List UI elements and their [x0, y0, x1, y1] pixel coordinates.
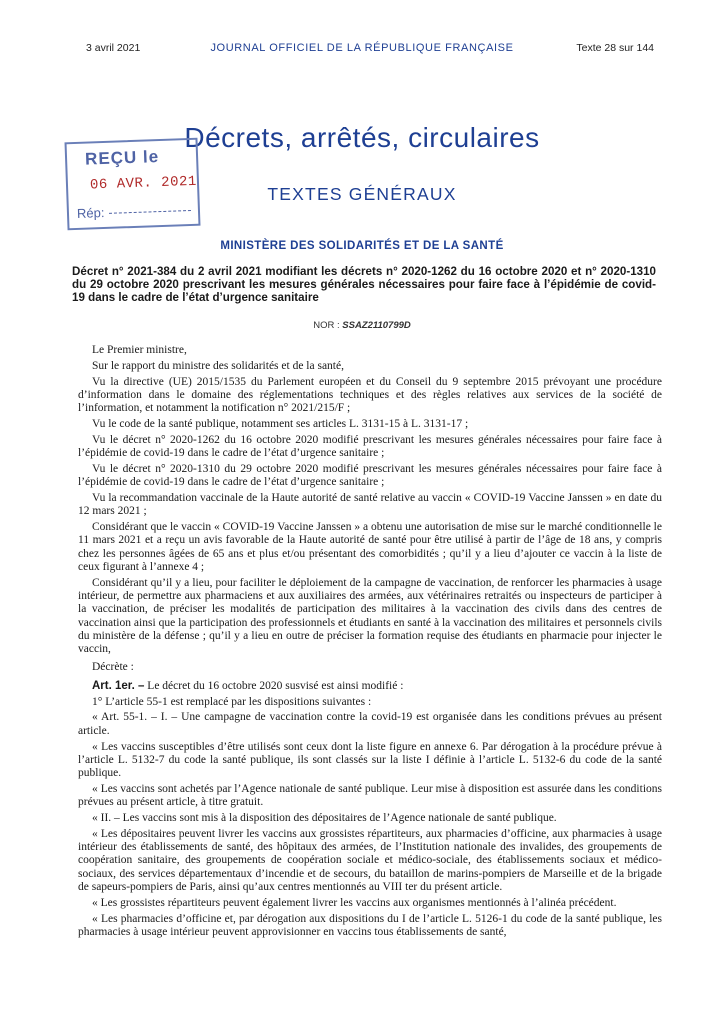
- nor-code: SSAZ2110799D: [342, 320, 411, 331]
- decrete-heading: Décrète :: [92, 660, 134, 673]
- paragraph: Vu la directive (UE) 2015/1535 du Parlement européen et du Conseil du 9 septembre 2015 prévoyant une procédure d’information dans le domaine des réglementations techniques et des règles relatives aux services de la société de l’information, et notamment la notification n° 2021/215/F ;: [78, 375, 662, 415]
- article-label: Art. 1er. –: [92, 679, 145, 692]
- nor-reference: [0, 320, 724, 331]
- stamp-rep-text: Rép:: [76, 205, 105, 221]
- article-text: Le décret du 16 octobre 2020 susvisé est ainsi modifié :: [144, 679, 404, 692]
- paragraph: Vu la recommandation vaccinale de la Haute autorité de santé relative au vaccin « COVID-19 Vaccine Janssen » en date du 12 mars 2021 ;: [78, 491, 662, 518]
- article-paragraph: « Les grossistes répartiteurs peuvent également livrer les vaccins aux organismes mentionnés à l’alinéa précédent.: [92, 896, 617, 909]
- nor-label: NOR :: [313, 320, 343, 331]
- article-paragraph: « II. – Les vaccins sont mis à la disposition des dépositaires de l’Agence nationale de santé publique.: [92, 812, 557, 824]
- article-paragraph: « Les vaccins sont achetés par l’Agence nationale de santé publique. Leur mise à disposition est assurée dans les conditions prévues au présent article, à titre gratuit.: [78, 782, 662, 809]
- article-paragraph: « Les pharmacies d’officine et, par dérogation aux dispositions du I de l’article L. 5126-1 du code de la santé publique, les pharmacies à usage intérieur peuvent approvisionner en vaccins tous établissements de santé,: [78, 912, 662, 938]
- decree-title: Décret n° 2021-384 du 2 avril 2021 modifiant les décrets n° 2020-1262 du 16 octobre 2020 et n° 2020-1310 du 29 octobre 2020 prescrivant les mesures générales nécessaires pour faire face à l’épidémie de covid-19 dans le cadre de l’état d’urgence sanitaire: [72, 265, 656, 305]
- paragraph: Considérant que le vaccin « COVID-19 Vaccine Janssen » a obtenu une autorisation de mise sur le marché conditionnelle le 11 mars 2021 et a reçu un avis favorable de la Haute autorité de santé pour être utilisé à partir de l’âge de 18 ans, y compris chez les personnes âgées de 65 ans et plus et/ou présentant des comorbidités ; qu’il y a lieu d’ajouter ce vaccin à la liste de ceux figurant à l’annexe 4 ;: [78, 521, 662, 573]
- paragraph: Vu le code de la santé publique, notamment ses articles L. 3131-15 à L. 3131-17 ;: [92, 417, 469, 430]
- paragraph: Vu le décret n° 2020-1262 du 16 octobre 2020 modifié prescrivant les mesures générales nécessaires pour faire face à l’épidémie de covid-19 dans le cadre de l’état d’urgence sanitaire ;: [78, 433, 662, 460]
- article-paragraph: « Les vaccins susceptibles d’être utilisés sont ceux dont la liste figure en annexe 6. Par dérogation à la procédure prévue à l’article L. 5132-7 du code la santé publique, ils sont classés sur la liste I définie à l’article L. 5132-6 du code de la santé publique.: [78, 740, 662, 780]
- header-date: 3 avril 2021: [86, 42, 141, 54]
- stamp-dashed-line: [109, 210, 191, 214]
- sub-title: TEXTES GÉNÉRAUX: [267, 184, 457, 204]
- paragraph: Vu le décret n° 2020-1310 du 29 octobre 2020 modifié prescrivant les mesures générales nécessaires pour faire face à l’épidémie de covid-19 dans le cadre de l’état d’urgence sanitaire ;: [78, 462, 662, 489]
- header-journal-title: JOURNAL OFFICIEL DE LA RÉPUBLIQUE FRANÇAISE: [210, 42, 514, 54]
- decree-body: [78, 344, 662, 942]
- stamp-recu-text: REÇU le: [84, 147, 160, 169]
- article-paragraph: 1° L’article 55-1 est remplacé par les dispositions suivantes :: [92, 695, 372, 708]
- paragraph: Considérant qu’il y a lieu, pour faciliter le déploiement de la campagne de vaccination, de renforcer les pharmacies à usage intérieur, de permettre aux pharmaciens et aux auxiliaires des armées, aux vétérinaires retraités ou inspecteurs de participer à la vaccination, de préciser les modalités de participation des militaires à la vaccination des civils dans des centres de vaccination ainsi que la participation des professionnels et étudiants en santé à la vaccination des militaires et personnels civils du ministère de la défense ; qu’il y a lieu en outre de préciser la formation requise des étudiants en pharmacie pour injecter le vaccin,: [78, 576, 662, 656]
- article-paragraph: « Art. 55-1. – I. – Une campagne de vaccination contre la covid-19 est organisée dans les conditions prévues au présent article.: [78, 711, 662, 737]
- article-heading: [78, 680, 662, 693]
- article-paragraph: « Les dépositaires peuvent livrer les vaccins aux grossistes répartiteurs, aux pharmacies d’officine, aux pharmacies à usage intérieur des établissements de santé, des hôpitaux des armées, de l’Institution nationale des invalides, des groupements de coopération sanitaire, des groupements de coopération sociale et médico-sociale, des établissements sociaux et médico-sociaux, des services départementaux d’incendie et de secours, du bataillon de marins-pompiers de Marseille et de la brigade de sapeurs-pompiers de Paris, ainsi qu’aux centres mentionnés au VIII ter du présent article.: [78, 827, 662, 893]
- ministry-heading: MINISTÈRE DES SOLIDARITÉS ET DE LA SANTÉ: [220, 240, 504, 252]
- section-title: Décrets, arrêtés, circulaires: [184, 122, 540, 153]
- paragraph: Le Premier ministre,: [92, 344, 187, 356]
- paragraph: Sur le rapport du ministre des solidarités et de la santé,: [92, 359, 344, 372]
- stamp-date-text: 06 AVR. 2021: [89, 173, 198, 194]
- header-page-number: Texte 28 sur 144: [576, 42, 654, 54]
